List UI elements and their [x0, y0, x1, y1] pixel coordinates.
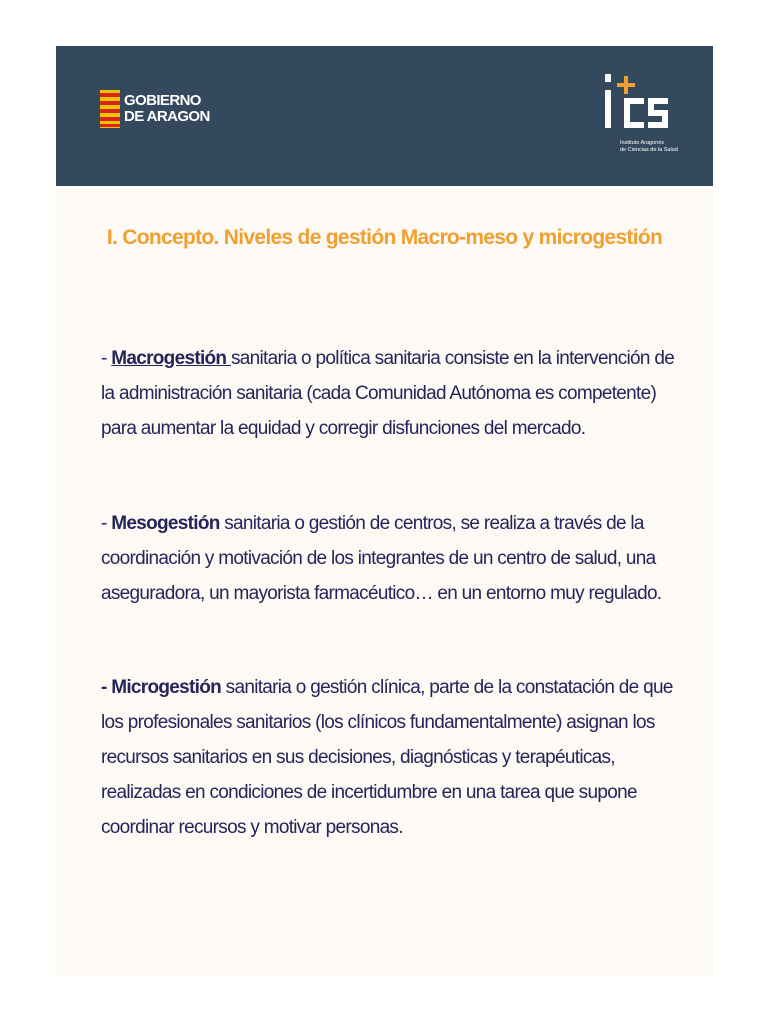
paragraph-mesogestion: [101, 506, 691, 611]
macrogestion-body: sanitaria o política sanitaria consiste en la intervención de la administración sanitaria (cada Comunidad Autónoma es competente) para aumentar la equidad y corregir disfunciones del mercado.: [101, 348, 675, 439]
microgestion-body: sanitaria o gestión clínica, parte de la constatación de que los profesionales sanitarios (los clínicos fundamentalmente) asignan los recursos sanitarios en sus decisiones, diagnósticas y terapéuticas, realizadas en condiciones de incertidumbre en una tarea que supone coordinar recursos y motivar personas.: [101, 677, 673, 838]
slide-header: [56, 46, 713, 186]
term-macrogestion: Macrogestión: [111, 348, 227, 369]
bullet-dash: -: [101, 348, 112, 369]
aragon-flag-icon: [100, 90, 120, 128]
bullet-dash: -: [101, 513, 112, 534]
paragraph-macrogestion: [101, 341, 691, 446]
slide: [56, 46, 713, 976]
bullet-dash: -: [101, 677, 112, 698]
slide-title: I. Concepto. Niveles de gestión Macro-meso y microgestión: [106, 226, 663, 249]
term-mesogestion: Mesogestión: [111, 513, 220, 534]
gobierno-aragon-logo: [100, 90, 210, 128]
ics-subtitle-line1: Instituto Aragonés: [620, 140, 665, 146]
ics-logo: [596, 68, 696, 154]
mesogestion-body: sanitaria o gestión de centros, se realiza a través de la coordinación y motivación de los integrantes de un centro de salud, una aseguradora, un mayorista farmacéutico… en un entorno muy regulado.: [101, 513, 662, 604]
ics-logo-mark-icon: [596, 68, 674, 136]
term-microgestion: Microgestión: [111, 677, 222, 698]
gov-logo-line1: GOBIERNO: [124, 92, 201, 109]
gov-logo-line2: DE ARAGON: [124, 108, 210, 125]
ics-subtitle-line2: de Ciencias de la Salud: [620, 147, 678, 153]
paragraph-microgestion: [101, 670, 691, 845]
